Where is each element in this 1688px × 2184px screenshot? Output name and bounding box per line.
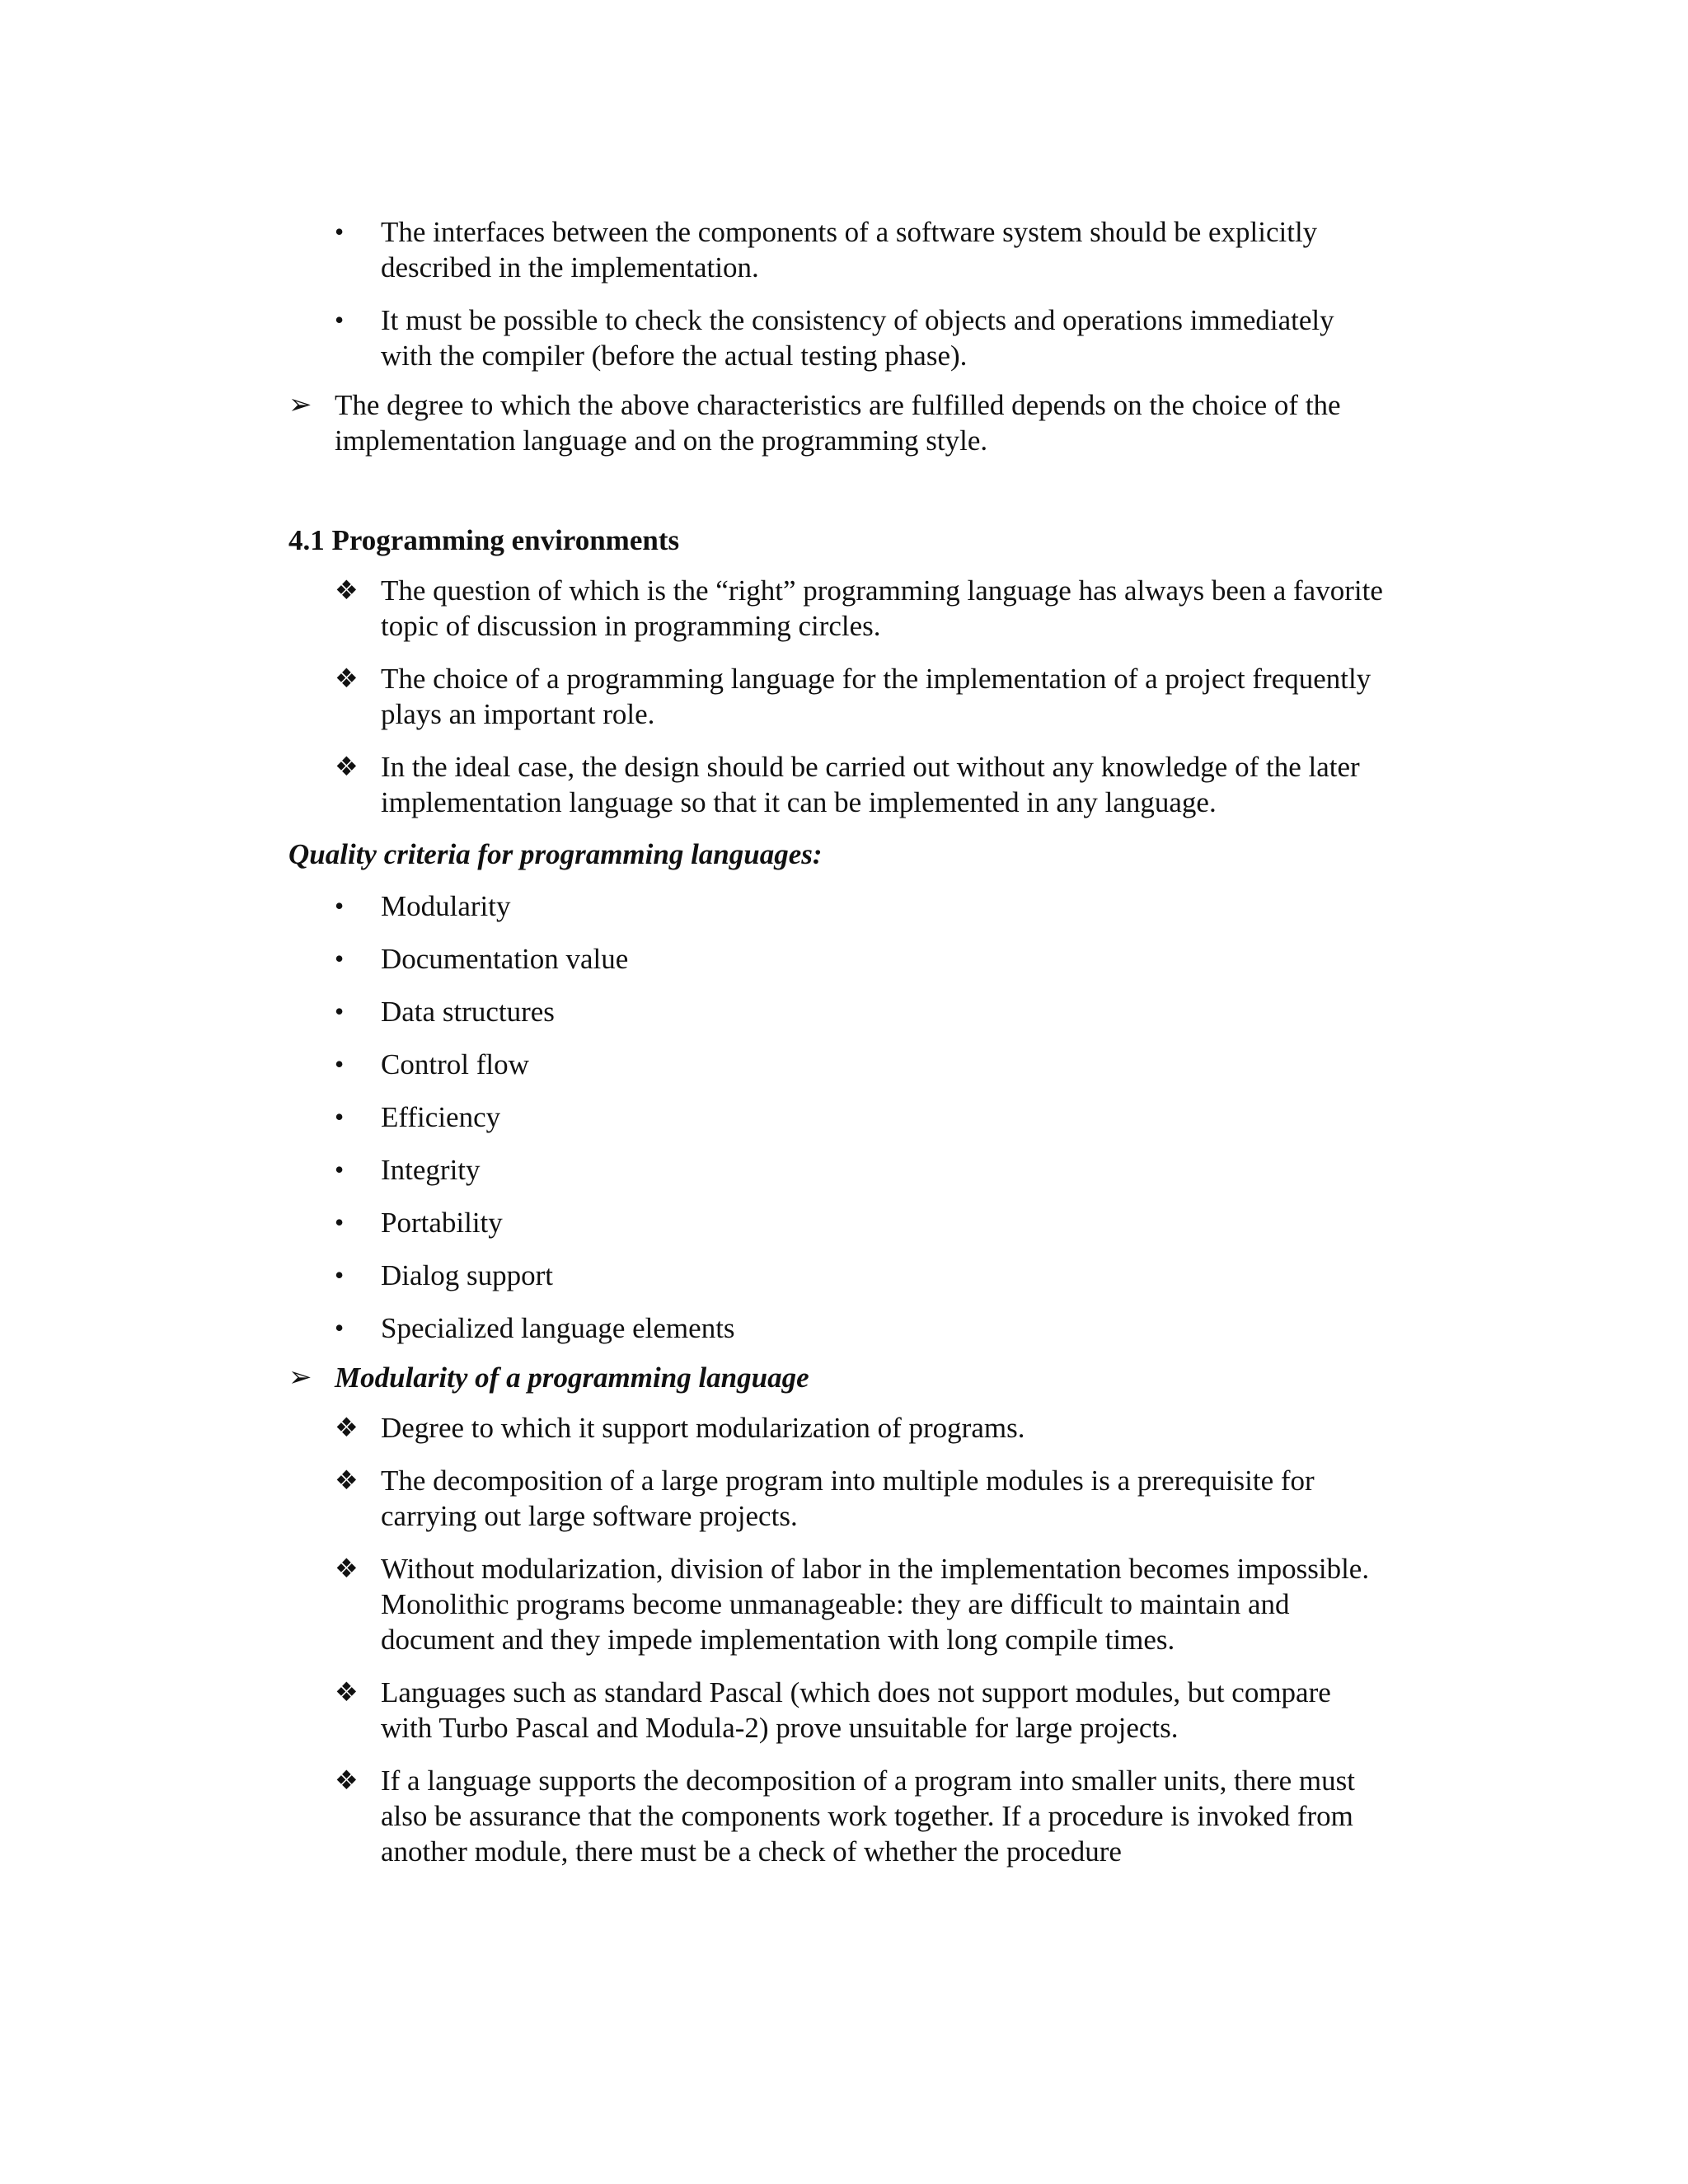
bullet-marker: •	[335, 1102, 345, 1132]
section-point-text: The question of which is the “right” programming language has always been a favorite topic of discussion in programming circles.	[381, 574, 1383, 642]
diamond-marker: ❖	[335, 752, 359, 781]
criteria-item-text: Specialized language elements	[381, 1312, 735, 1344]
bullet-marker: •	[335, 1207, 345, 1237]
modularity-point	[288, 1675, 1385, 1746]
diamond-marker: ❖	[335, 1554, 359, 1583]
section-point-text: The choice of a programming language for the implementation of a project frequently plays an important role.	[381, 663, 1372, 730]
criteria-item-text: Documentation value	[381, 943, 629, 975]
modularity-point-text: Languages such as standard Pascal (which does not support modules, but compare with Turbo Pascal and Modula-2) prove unsuitable for large projects.	[381, 1676, 1331, 1744]
intro-arrow-point	[288, 387, 1385, 458]
criteria-item-text: Control flow	[381, 1048, 529, 1080]
criteria-item	[288, 1310, 1385, 1346]
modularity-title: Modularity of a programming language	[335, 1361, 809, 1394]
criteria-item	[288, 1099, 1385, 1135]
diamond-marker: ❖	[335, 575, 359, 605]
criteria-list	[288, 888, 1385, 1346]
modularity-point-text: The decomposition of a large program into multiple modules is a prerequisite for carrying out large software projects.	[381, 1465, 1315, 1532]
bullet-marker: •	[335, 944, 345, 973]
criteria-title: Quality criteria for programming languages:	[288, 838, 823, 870]
diamond-marker: ❖	[335, 663, 359, 693]
bullet-marker: •	[335, 1155, 345, 1184]
criteria-item	[288, 1258, 1385, 1293]
section-point	[288, 661, 1385, 732]
page-content	[288, 214, 1385, 1869]
section-heading: 4.1 Programming environments	[288, 524, 680, 556]
criteria-item	[288, 1205, 1385, 1240]
section-point-text: In the ideal case, the design should be carried out without any knowledge of the later implementation language so that it can be implemented in any language.	[381, 751, 1360, 818]
bullet-marker: •	[335, 1313, 345, 1343]
bullet-marker: •	[335, 1260, 345, 1290]
criteria-item	[288, 1152, 1385, 1188]
bullet-marker: •	[335, 217, 345, 246]
intro-bullet-text: The interfaces between the components of a software system should be explicitly described in the implementation.	[381, 216, 1318, 284]
diamond-marker: ❖	[335, 1413, 359, 1442]
modularity-heading	[288, 1360, 1385, 1395]
criteria-item	[288, 994, 1385, 1029]
diamond-marker: ❖	[335, 1765, 359, 1795]
modularity-point-text: Degree to which it support modularization of programs.	[381, 1412, 1025, 1444]
bullet-marker: •	[335, 996, 345, 1026]
criteria-item	[288, 888, 1385, 924]
bullet-marker: •	[335, 305, 345, 335]
diamond-marker: ❖	[335, 1677, 359, 1707]
section-point	[288, 749, 1385, 820]
criteria-item-text: Data structures	[381, 996, 555, 1028]
criteria-item-text: Dialog support	[381, 1259, 554, 1291]
modularity-point-text: If a language supports the decomposition of a program into smaller units, there must also be assurance that the components work together. If a procedure is invoked from another module, there must be a check of whether the procedure	[381, 1765, 1355, 1868]
bullet-marker: •	[335, 1049, 345, 1079]
criteria-item-text: Integrity	[381, 1154, 481, 1186]
intro-bullet	[288, 214, 1385, 285]
criteria-item-text: Portability	[381, 1207, 503, 1239]
diamond-marker: ❖	[335, 1465, 359, 1495]
intro-bullet	[288, 302, 1385, 373]
bullet-marker: •	[335, 891, 345, 921]
arrow-marker: ➢	[288, 1362, 312, 1393]
criteria-item	[288, 1047, 1385, 1082]
modularity-point-text: Without modularization, division of labor in the implementation becomes impossible. Monolithic programs become unmanageable: they are difficult to maintain and document and they impede implementation with long compile times.	[381, 1553, 1370, 1656]
criteria-item	[288, 941, 1385, 977]
intro-bullet-text: It must be possible to check the consistency of objects and operations immediately with the compiler (before the actual testing phase).	[381, 304, 1334, 372]
modularity-point	[288, 1463, 1385, 1534]
arrow-marker: ➢	[288, 390, 312, 420]
criteria-item-text: Efficiency	[381, 1101, 501, 1133]
modularity-point	[288, 1551, 1385, 1657]
modularity-point	[288, 1410, 1385, 1446]
section-point	[288, 573, 1385, 644]
criteria-item-text: Modularity	[381, 890, 511, 922]
modularity-point	[288, 1763, 1385, 1869]
intro-arrow-text: The degree to which the above characteristics are fulfilled depends on the choice of the implementation language and on the programming style.	[335, 389, 1341, 457]
